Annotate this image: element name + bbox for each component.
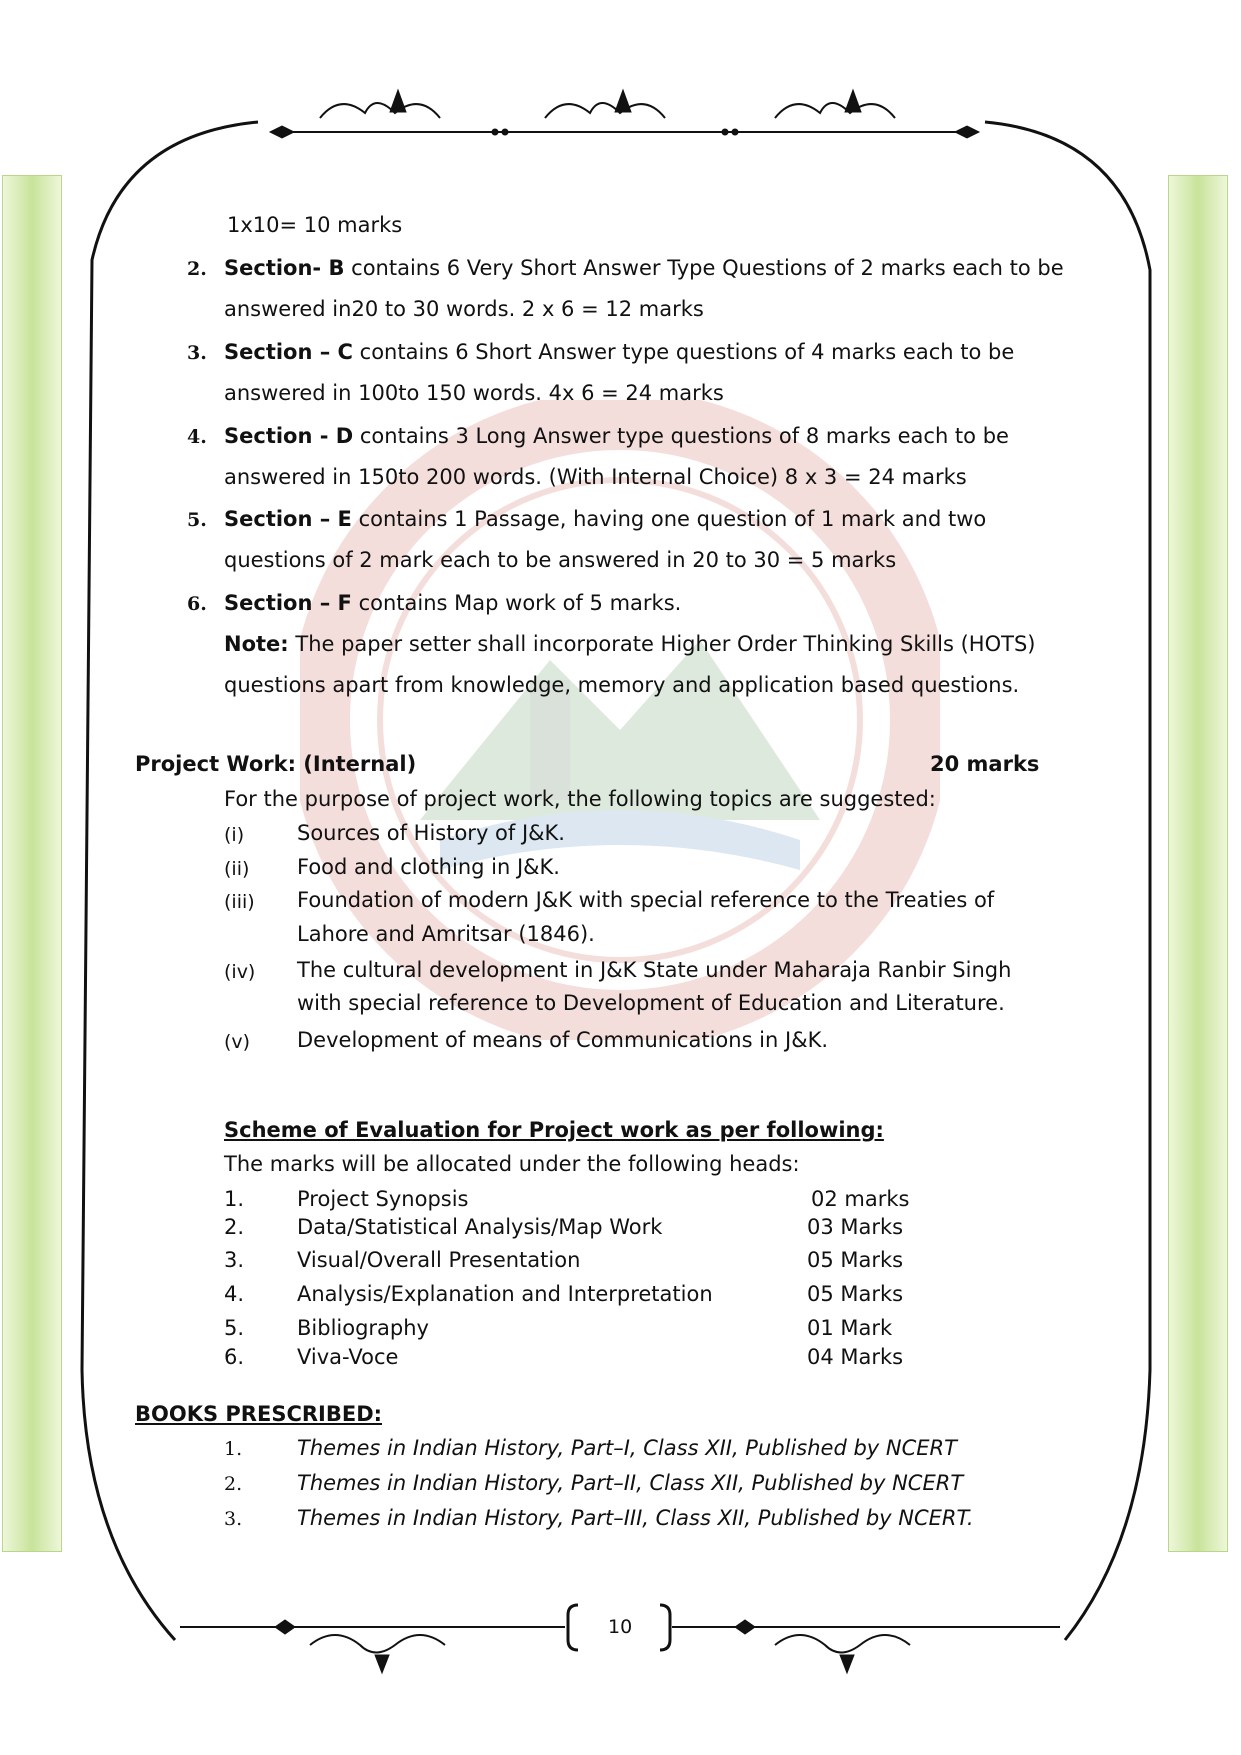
books-heading: BOOKS PRESCRIBED: bbox=[135, 1402, 383, 1426]
section-item bbox=[224, 339, 1014, 365]
section-text-line2: answered in 100to 150 words. 4x 6 = 24 marks bbox=[224, 381, 724, 405]
section-item bbox=[224, 423, 1009, 449]
section-text-line2: answered in20 to 30 words. 2 x 6 = 12 marks bbox=[224, 297, 704, 321]
book-title: Themes in Indian History, Part–II, Class XII, Published by NCERT bbox=[297, 1471, 964, 1495]
note-text: The paper setter shall incorporate Higher Order Thinking Skills (HOTS) bbox=[288, 632, 1036, 656]
topic-number: (ii) bbox=[224, 858, 250, 880]
scheme-item-marks: 05 Marks bbox=[807, 1248, 904, 1272]
section-text: contains 6 Short Answer type questions of 4 marks each to be bbox=[352, 340, 1015, 364]
section-text-line2: answered in 150to 200 words. (With Internal Choice) 8 x 3 = 24 marks bbox=[224, 465, 967, 489]
scheme-item-number: 2. bbox=[224, 1215, 245, 1239]
book-title: Themes in Indian History, Part–III, Class XII, Published by NCERT. bbox=[297, 1506, 974, 1530]
marks-line: 1x10= 10 marks bbox=[227, 213, 403, 237]
section-number: 3. bbox=[187, 342, 207, 364]
note-text-line2: questions apart from knowledge, memory and application based questions. bbox=[224, 673, 1020, 697]
scheme-heading: Scheme of Evaluation for Project work as per following: bbox=[224, 1118, 884, 1142]
page-number: 10 bbox=[608, 1616, 633, 1638]
section-label: Section- B bbox=[224, 256, 345, 280]
scheme-item-marks: 02 marks bbox=[811, 1187, 910, 1211]
scheme-item-label: Visual/Overall Presentation bbox=[297, 1248, 581, 1272]
section-number: 4. bbox=[187, 426, 207, 448]
section-text: contains 1 Passage, having one question of 1 mark and two bbox=[351, 507, 987, 531]
scheme-item-marks: 04 Marks bbox=[807, 1345, 904, 1369]
topic-text-line2: with special reference to Development of Education and Literature. bbox=[297, 991, 1005, 1015]
book-number: 2. bbox=[224, 1473, 243, 1495]
project-intro: For the purpose of project work, the following topics are suggested: bbox=[224, 787, 936, 811]
scheme-item-number: 4. bbox=[224, 1282, 245, 1306]
topic-number: (i) bbox=[224, 824, 245, 846]
section-label: Section – E bbox=[224, 507, 352, 531]
section-item bbox=[224, 255, 1064, 281]
note-line bbox=[224, 631, 1035, 657]
scheme-item-label: Analysis/Explanation and Interpretation bbox=[297, 1282, 713, 1306]
section-text: contains 6 Very Short Answer Type Questions of 2 marks each to be bbox=[344, 256, 1064, 280]
topic-text: Food and clothing in J&K. bbox=[297, 855, 560, 879]
section-text-line2: questions of 2 mark each to be answered in 20 to 30 = 5 marks bbox=[224, 548, 897, 572]
scheme-item-label: Bibliography bbox=[297, 1316, 429, 1340]
book-number: 3. bbox=[224, 1508, 243, 1530]
section-item bbox=[224, 590, 681, 616]
section-number: 5. bbox=[187, 509, 207, 531]
scheme-item-number: 5. bbox=[224, 1316, 245, 1340]
topic-number: (iii) bbox=[224, 891, 255, 913]
scheme-item-marks: 03 Marks bbox=[807, 1215, 904, 1239]
scheme-item-label: Project Synopsis bbox=[297, 1187, 469, 1211]
topic-number: (iv) bbox=[224, 961, 256, 983]
topic-number: (v) bbox=[224, 1031, 251, 1053]
topic-text: The cultural development in J&K State under Maharaja Ranbir Singh bbox=[297, 958, 1012, 982]
scheme-item-number: 6. bbox=[224, 1345, 245, 1369]
section-text: contains Map work of 5 marks. bbox=[351, 591, 682, 615]
note-label: Note: bbox=[224, 632, 289, 656]
project-work-marks: 20 marks bbox=[930, 752, 1040, 776]
section-label: Section – F bbox=[224, 591, 352, 615]
scheme-item-number: 3. bbox=[224, 1248, 245, 1272]
section-label: Section – C bbox=[224, 340, 353, 364]
top-ornament bbox=[270, 90, 979, 138]
project-work-heading: Project Work: (Internal) bbox=[135, 752, 417, 776]
topic-text: Sources of History of J&K. bbox=[297, 821, 565, 845]
section-label: Section - D bbox=[224, 424, 354, 448]
scheme-item-marks: 05 Marks bbox=[807, 1282, 904, 1306]
topic-text-line2: Lahore and Amritsar (1846). bbox=[297, 922, 595, 946]
topic-text: Development of means of Communications in J&K. bbox=[297, 1028, 829, 1052]
topic-text: Foundation of modern J&K with special reference to the Treaties of bbox=[297, 888, 995, 912]
scheme-intro: The marks will be allocated under the following heads: bbox=[224, 1152, 800, 1176]
scheme-item-label: Viva-Voce bbox=[297, 1345, 399, 1369]
book-title: Themes in Indian History, Part–I, Class XII, Published by NCERT bbox=[297, 1436, 957, 1460]
section-text: contains 3 Long Answer type questions of 8 marks each to be bbox=[353, 424, 1009, 448]
scheme-item-label: Data/Statistical Analysis/Map Work bbox=[297, 1215, 663, 1239]
section-number: 6. bbox=[187, 593, 207, 615]
section-item bbox=[224, 506, 986, 532]
scheme-item-number: 1. bbox=[224, 1187, 245, 1211]
book-number: 1. bbox=[224, 1438, 243, 1460]
scheme-item-marks: 01 Mark bbox=[807, 1316, 893, 1340]
section-number: 2. bbox=[187, 258, 207, 280]
